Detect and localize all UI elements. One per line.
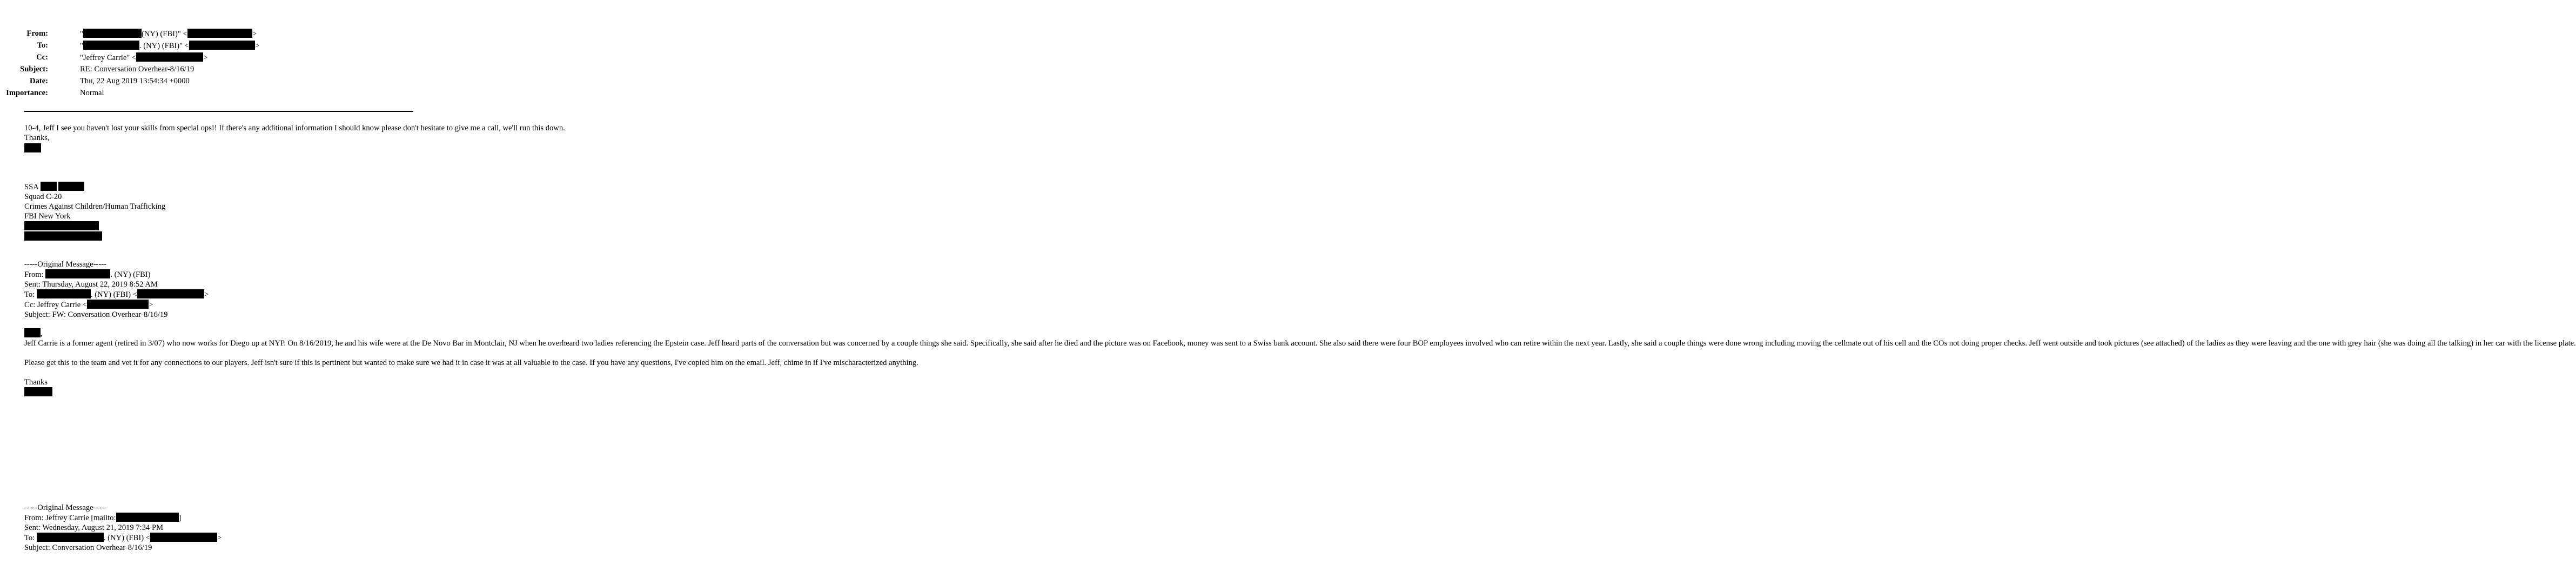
redaction-block (116, 513, 179, 522)
original1-from-label: From: (24, 270, 44, 279)
redaction-block (187, 29, 252, 38)
header-from-row: From: " (NY) (FBI)" < > (26, 29, 257, 38)
redaction-block (189, 41, 255, 50)
signature-unit: Crimes Against Children/Human Trafficking (24, 202, 166, 211)
header-cc-label: Cc: (36, 53, 48, 62)
original1-thanks: Thanks (24, 378, 48, 387)
redaction-block (37, 533, 104, 542)
signature-block (24, 182, 416, 242)
original2-subject: Subject: Conversation Overhear-8/16/19 (24, 543, 152, 552)
header-to-label: To: (37, 41, 48, 50)
original1-from-suffix: . (NY) (FBI) (110, 270, 151, 279)
original1-to-label: To: (24, 290, 35, 299)
redaction-block (37, 289, 91, 298)
header-from-value: (NY) (FBI)" < (141, 30, 187, 38)
header-cc-value: "Jeffrey Carrie" < (80, 54, 137, 62)
header-cc-row: Cc: "Jeffrey Carrie" < > (36, 53, 208, 62)
reply-body (24, 123, 565, 154)
reply-text: 10-4, Jeff I see you haven't lost your skills from special ops!! If there's any additional information I should know please don't hesitate to give me a call, we'll run this down. (24, 124, 565, 132)
signature-squad: Squad C-20 (24, 192, 62, 201)
redaction-block (136, 52, 203, 62)
original2-divider: -----Original Message----- (24, 503, 106, 512)
redaction-block (58, 182, 84, 191)
header-importance-label: Importance: (6, 89, 48, 97)
original-divider: -----Original Message----- (24, 260, 106, 269)
redaction-block (150, 533, 217, 542)
original1-paragraph-1: Jeff Carrie is a former agent (retired in 3/07) who now works for Diego up at NYP. On 8/16/2019, he and his wife were at the De Novo Bar in Montclair, NJ when he overheard two ladies referencing the Epstein case. Jeff heard parts of the conversation but was concerned by a couple things she said. Specifically, she said after he died and the picture was on Facebook, money was sent to a Swiss bank account. She also said there were four BOP employees involved who can retire within the next year. Lastly, she said a couple things were done wrong including moving the cellmate out of his cell and the COs not doing proper checks. Jeff went outside and took pictures (see attached) of the ladies as they were leaving and the one with grey hair (she was doing all the talking) in her car with the license plate. (24, 339, 2576, 348)
redaction-block (45, 269, 110, 278)
signature-title: SSA (24, 183, 38, 191)
original1-paragraph-2: Please get this to the team and vet it for any connections to our players. Jeff isn't sure if this is pertinent but wanted to make sure we had it in case it was at all valuable to the case. If you have any questions, I've copied him on the email. Jeff, chime in if I've mischaracterized anything. (24, 358, 918, 367)
header-date-value: Thu, 22 Aug 2019 13:54:34 +0000 (80, 77, 190, 85)
redaction-block (41, 182, 57, 191)
original2-to-label: To: (24, 534, 35, 542)
redaction-block (24, 387, 52, 396)
header-from-label: From: (26, 29, 48, 38)
original1-subject: Subject: FW: Conversation Overhear-8/16/19 (24, 310, 168, 319)
header-subject-row (0, 64, 411, 76)
redaction-block (24, 221, 99, 230)
header-date-row (0, 76, 411, 88)
header-subject-label: Subject: (20, 65, 48, 74)
redaction-block (24, 143, 41, 152)
reply-thanks: Thanks, (24, 134, 50, 142)
header-divider (24, 111, 413, 112)
header-to-row: To: " . (NY) (FBI)" < > (37, 41, 260, 50)
header-importance-row (0, 88, 411, 100)
header-subject-value: RE: Conversation Overhear-8/16/19 (80, 65, 194, 74)
email-header (0, 29, 411, 100)
original2-sent: Sent: Wednesday, August 21, 2019 7:34 PM (24, 523, 164, 532)
redaction-block (87, 300, 149, 309)
original1-sent: Sent: Thursday, August 22, 2019 8:52 AM (24, 280, 158, 289)
original-message-1: -----Original Message----- From: . (NY) (FBI) Sent: Thursday, August 22, 2019 8:52 AM To: . (NY) (FBI) < > Cc: Jeffrey Carrie < > Subject: FW: Conversation Overhear-8/16/19 , Jeff Carrie is a former agent (retired in 3/07) who now works for Diego up at NYP. On 8/16/2019, he and his wife were at the De Novo Bar in Montclair, NJ when he overheard two ladies referencing the Epstein case. Jeff heard parts of the conversation but was concerned by a couple things she said. Specifically, she said after he died and the picture was on Facebook, money was sent to a Swiss bank account. She also said there were four BOP employees involved who can retire within the next year. Lastly, she said a couple things were done wrong including moving the cellmate out of his cell and the COs not doing proper checks. Jeff went outside and took pictures (see attached) of the ladies as they were leaving and the one with grey hair (she was doing all the talking) in her car with the license plate. Please get this to the team and vet it for any connections to our players. Jeff isn't sure if this is pertinent but wanted to make sure we had it in case it was at all valuable to the case. If you have any questions, I've copied him on the email. Jeff, chime in if I've mischaracterized anything. Thanks (24, 260, 416, 397)
redaction-block (24, 231, 102, 241)
signature-office: FBI New York (24, 212, 71, 221)
header-date-label: Date: (29, 77, 48, 85)
original2-from: From: Jeffrey Carrie [mailto: (24, 514, 116, 522)
header-importance-value: Normal (80, 89, 104, 97)
header-to-value: . (NY) (FBI)" < (139, 42, 189, 50)
original-message-2: -----Original Message----- From: Jeffrey Carrie [mailto: ] Sent: Wednesday, August 21, 2019 7:34 PM To: . (NY) (FBI) < > Subject: Conversation Overhear-8/16/19 (24, 503, 416, 553)
redaction-block (137, 289, 204, 298)
original2-to-suffix: . (NY) (FBI) < (103, 534, 150, 542)
original1-cc: Cc: Jeffrey Carrie < (24, 301, 88, 309)
original1-to-suffix: . (NY) (FBI) < (90, 290, 137, 299)
redaction-block (83, 29, 142, 38)
redaction-block (24, 328, 41, 337)
redaction-block (83, 41, 139, 50)
